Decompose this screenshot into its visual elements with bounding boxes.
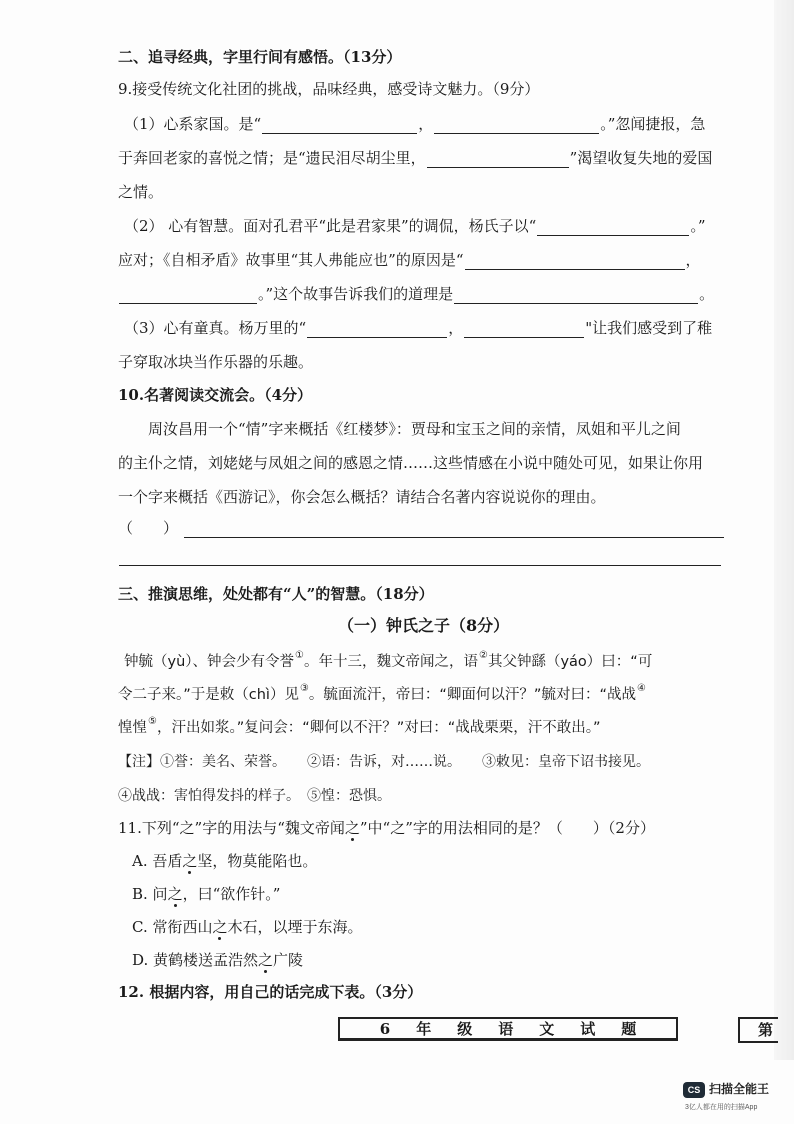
page-number-tab: 第 <box>738 1017 778 1043</box>
passage-text: 钟毓（yù）、钟会少有令誉 <box>124 654 295 670</box>
q11-option-c[interactable] <box>132 917 363 937</box>
option-text: C. 常衔西山 <box>132 918 213 936</box>
section-3-subheading: （一）钟氏之子（8分） <box>338 616 510 635</box>
emphasis-char: 之 <box>167 885 183 903</box>
q9-p1-text-e: ”渴望收复失地的爱国 <box>569 149 713 167</box>
answer-blank[interactable] <box>464 321 584 338</box>
q9-p2-line2 <box>118 250 701 270</box>
q9-p3-text-b: ， <box>448 319 464 337</box>
q11-stem <box>118 818 655 838</box>
option-text: ，曰“欲作针。” <box>182 885 281 903</box>
q10-stem: 10.名著阅读交流会。（4分） <box>118 386 313 404</box>
passage-text: 惶惶 <box>118 720 147 736</box>
q9-p3-text-a: （3）心有童真。杨万里的“ <box>124 319 307 337</box>
passage-text: 。毓面流汗，帝曰：“卿面何以汗？”毓对曰：“战战 <box>308 687 636 703</box>
q9-p1-text-c: 。”忽闻捷报，急 <box>600 115 706 133</box>
q9-p2-text-e: 。”这个故事告诉我们的道理是 <box>258 285 454 303</box>
answer-blank[interactable] <box>307 321 447 338</box>
answer-blank[interactable] <box>119 549 721 566</box>
passage-text: 令二子来。”于是敕（chì）见 <box>118 687 299 703</box>
camscanner-subtitle: 3亿人都在用的扫描App <box>685 1104 758 1111</box>
footnote-marker: ④ <box>636 683 646 694</box>
option-text: 木石，以堙于东海。 <box>227 918 363 936</box>
section-3-heading: 三、推演思维，处处都有“人”的智慧。（18分） <box>118 585 434 603</box>
emphasis-char: 之 <box>182 852 198 870</box>
q10-text-line2: 的主仆之情，刘姥姥与凤姐之间的感恩之情……这些情感在小说中随处可见，如果让你用 <box>118 454 704 472</box>
q11-option-b[interactable] <box>132 884 280 904</box>
answer-blank[interactable] <box>434 117 599 134</box>
answer-blank[interactable] <box>119 287 257 304</box>
answer-blank[interactable] <box>454 287 698 304</box>
option-text: B. 问 <box>132 885 168 903</box>
camscanner-logo-icon: CS <box>683 1082 705 1098</box>
answer-blank[interactable] <box>184 521 724 538</box>
q9-stem: 9.接受传统文化社团的挑战，品味经典，感受诗文魅力。（9分） <box>118 80 540 98</box>
answer-blank[interactable] <box>537 219 689 236</box>
q10-paren[interactable]: （ ） <box>118 519 179 537</box>
q9-p3-line1 <box>124 318 712 338</box>
q9-p2-line1 <box>124 216 706 236</box>
answer-blank[interactable] <box>427 151 569 168</box>
q9-p1-line2 <box>118 148 712 168</box>
emphasis-char: 之 <box>258 951 274 969</box>
option-text: D. 黄鹤楼送孟浩然 <box>132 951 259 969</box>
q10-text-line3: 一个字来概括《西游记》，你会怎么概括？请结合名著内容说说你的理由。 <box>118 488 606 506</box>
footnote-marker: ① <box>295 650 304 661</box>
option-text: 坚，物莫能陷也。 <box>197 852 318 870</box>
q9-p1-text-b: ， <box>418 115 434 133</box>
q9-p3-text-c: "让我们感受到了稚 <box>585 319 713 337</box>
q9-p2-text-a: （2） 心有智慧。面对孔君平“此是君家果”的调侃，杨氏子以“ <box>124 217 537 235</box>
q9-p3-text-d: 子穿取冰块当作乐器的乐趣。 <box>118 353 314 371</box>
q9-p2-text-c: 应对；《自相矛盾》故事里“其人弗能应也”的原因是“ <box>118 251 464 269</box>
emphasis-char: 之 <box>212 918 228 936</box>
passage-line1 <box>124 652 652 674</box>
section-2-heading: 二、追寻经典，字里行间有感悟。（13分） <box>118 48 402 66</box>
q9-p1-text-a: （1）心系家国。是“ <box>124 115 262 133</box>
footnote-marker: ⑤ <box>148 716 157 727</box>
passage-line3 <box>118 718 601 740</box>
answer-blank[interactable] <box>262 117 417 134</box>
passage-notes-line2: ④战战：害怕得发抖的样子。 ⑤惶：恐惧。 <box>118 788 391 804</box>
footnote-marker: ③ <box>299 683 309 694</box>
q11-stem-text: ”中“之”字的用法相同的是？（ ）（2分） <box>359 819 655 837</box>
passage-line2 <box>118 685 646 707</box>
q9-p1-text-d: 于奔回老家的喜悦之情；是“遗民泪尽胡尘里， <box>118 149 426 167</box>
answer-blank[interactable] <box>465 253 685 270</box>
passage-notes-line1: 【注】①誉：美名、荣誉。 ②语：告诉，对……说。 ③敕见：皇帝下诏书接见。 <box>118 754 650 770</box>
q9-p1-text-f: 之情。 <box>118 183 164 201</box>
option-text: A. 吾盾 <box>132 852 183 870</box>
q11-option-a[interactable] <box>132 851 317 871</box>
footnote-marker: ② <box>479 650 488 661</box>
passage-text: 其父钟繇（yáo）曰：“可 <box>487 654 653 670</box>
passage-text: 。年十三，魏文帝闻之，语 <box>304 654 478 670</box>
emphasis-char: 之 <box>344 819 360 837</box>
q9-p2-text-d: ， <box>685 251 701 269</box>
q9-p2-text-f: 。 <box>699 285 715 303</box>
q10-text-line1: 周汝昌用一个“情”字来概括《红楼梦》：贾母和宝玉之间的亲情，凤姐和平儿之间 <box>148 420 681 438</box>
page-edge-shadow <box>774 0 794 1060</box>
q10-answer-line <box>118 518 725 538</box>
q12-stem: 12. 根据内容，用自己的话完成下表。（3分） <box>118 983 423 1001</box>
q9-p2-text-b: 。” <box>690 217 706 235</box>
option-text: 广陵 <box>273 951 304 969</box>
q9-p2-line3 <box>118 284 714 304</box>
q9-p1-line1 <box>124 114 705 134</box>
q11-option-d[interactable] <box>132 950 303 970</box>
q10-answer-line2 <box>118 546 722 566</box>
q11-stem-text: 11.下列“之”字的用法与“魏文帝闻 <box>118 819 345 837</box>
camscanner-title: 扫描全能王 <box>709 1082 770 1096</box>
passage-text: ，汗出如浆。”复问会：“卿何以不汗？”对曰：“战战栗栗，汗不敢出。” <box>156 720 601 736</box>
footer-title-box: 6年级语文试题 <box>338 1017 678 1041</box>
